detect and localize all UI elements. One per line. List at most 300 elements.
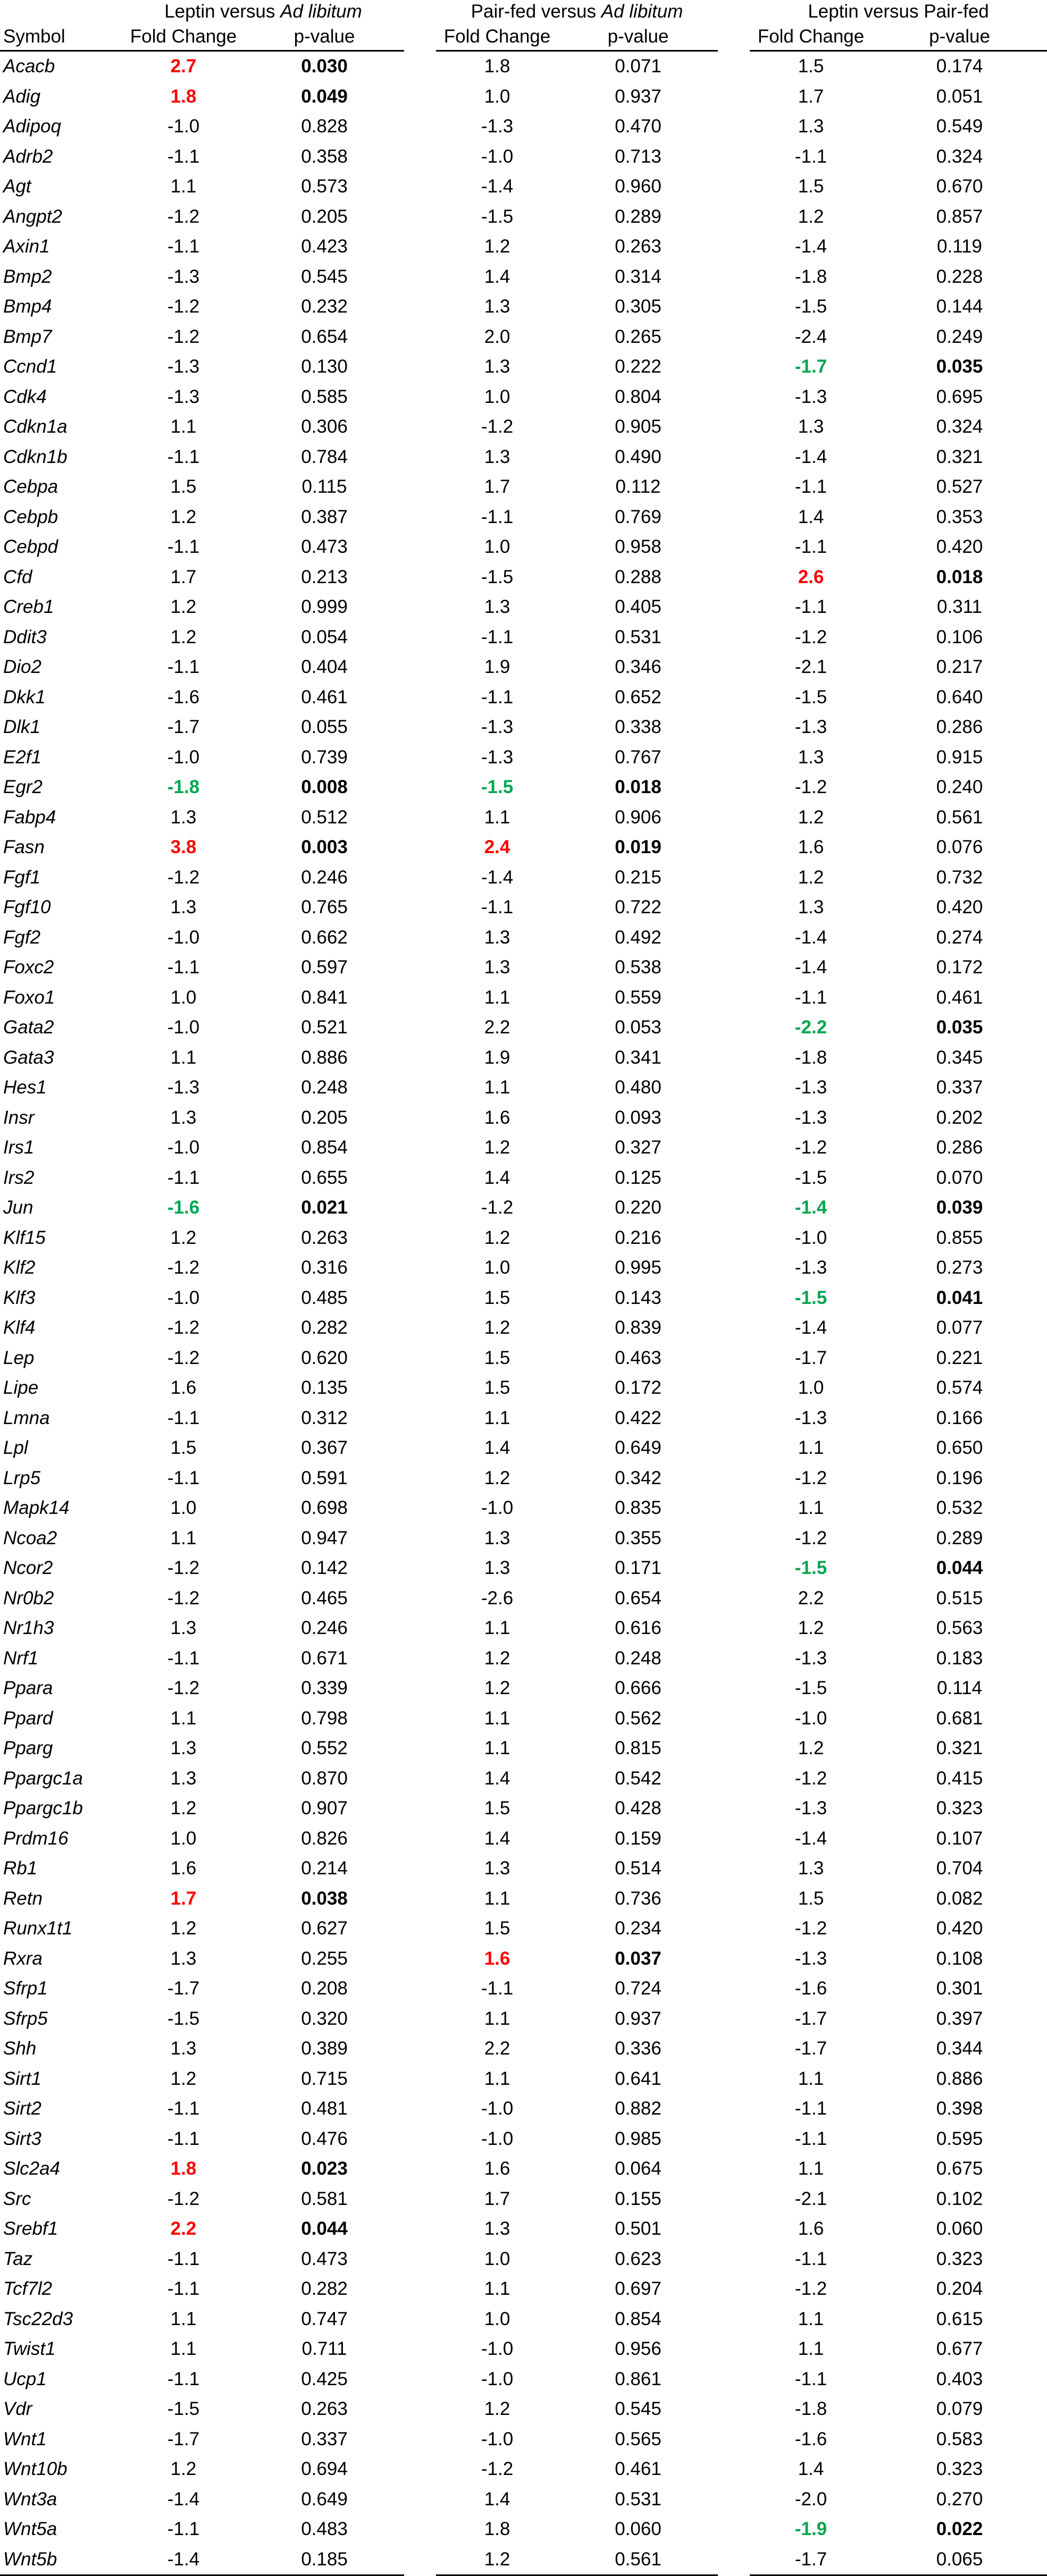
gene-symbol-cell: Bmp2 (3, 266, 52, 287)
p-value-cell: 0.353 (936, 506, 983, 527)
p-value-cell: 0.215 (615, 866, 661, 888)
fold-change-cell: -1.1 (794, 2368, 827, 2389)
gap (404, 1824, 436, 1854)
fold-change-cell: 1.4 (484, 1167, 510, 1188)
fold-change-cell: 1.0 (484, 2308, 510, 2329)
p-value-cell: 0.515 (936, 1587, 983, 1609)
gap (718, 2124, 750, 2154)
fold-change-cell: 1.2 (484, 1647, 510, 1669)
fold-change-cell: 1.3 (798, 746, 824, 768)
p-value-cell: 0.461 (936, 987, 983, 1008)
fold-change-cell: -1.1 (167, 957, 200, 978)
p-value-cell: 0.405 (615, 596, 661, 618)
fold-change-cell: 1.2 (484, 1317, 510, 1338)
p-value-cell: 0.288 (615, 566, 661, 587)
table-row (0, 2514, 1047, 2545)
table-row (0, 953, 1047, 983)
p-value-cell: 0.958 (615, 536, 661, 558)
fold-change-cell: -1.0 (481, 1497, 514, 1519)
p-value-cell: 0.324 (936, 416, 983, 437)
table-row (0, 1644, 1047, 1674)
fold-change-cell: -1.2 (794, 1767, 827, 1789)
table-row (0, 1493, 1047, 1523)
fold-change-cell: -1.7 (167, 1978, 200, 1999)
gene-symbol-cell: Cebpa (3, 476, 58, 498)
p-value-cell: 0.428 (615, 1798, 661, 1819)
fold-change-cell: 1.3 (170, 897, 197, 918)
p-value-cell: 0.037 (615, 1948, 661, 1969)
gap (404, 2334, 436, 2364)
fold-change-cell: 1.2 (484, 1678, 510, 1699)
gene-symbol-cell: Ncor2 (3, 1558, 53, 1579)
p-value-cell: 0.008 (301, 777, 348, 798)
gap (718, 2545, 750, 2575)
fold-change-cell: -1.1 (167, 1407, 200, 1428)
gap (718, 202, 750, 232)
p-value-cell: 0.736 (615, 1888, 661, 1909)
fold-change-cell: -1.2 (794, 1527, 827, 1548)
p-value-cell: 0.143 (615, 1287, 661, 1308)
gap (404, 1794, 436, 1824)
table-row (0, 51, 1047, 82)
p-value-cell: 0.841 (301, 987, 348, 1008)
p-value-cell: 0.616 (615, 1618, 661, 1639)
p-value-cell: 0.228 (936, 266, 983, 287)
gene-symbol-cell: Rb1 (3, 1858, 38, 1879)
p-value-cell: 0.282 (301, 1317, 348, 1338)
p-value-cell: 0.662 (301, 927, 348, 948)
gap (404, 142, 436, 172)
p-value-cell: 0.531 (615, 626, 661, 647)
fold-change-cell: 1.1 (484, 2278, 510, 2300)
fold-change-cell: 1.1 (170, 2338, 197, 2360)
gap (718, 2034, 750, 2064)
gap (404, 1283, 436, 1314)
gene-symbol-cell: Rxra (3, 1948, 43, 1969)
fold-change-cell: 1.0 (484, 1257, 510, 1278)
gap (404, 2124, 436, 2154)
gap (404, 172, 436, 202)
fold-change-cell: -1.3 (794, 717, 827, 738)
fold-change-cell: 1.2 (798, 1618, 824, 1639)
fold-change-cell: -1.5 (794, 686, 827, 708)
gene-symbol-cell: Retn (3, 1888, 43, 1909)
p-value-cell: 0.597 (301, 957, 348, 978)
fold-change-cell: 1.8 (484, 2519, 510, 2540)
p-value-cell: 0.323 (936, 2459, 983, 2480)
p-value-cell: 0.573 (301, 176, 348, 197)
gap (718, 893, 750, 923)
fold-change-cell: -1.2 (167, 1678, 200, 1699)
table-row (0, 142, 1047, 172)
gap (404, 1733, 436, 1764)
table-row (0, 1313, 1047, 1343)
p-value-cell: 0.064 (615, 2158, 661, 2179)
fold-change-cell: -1.1 (167, 236, 200, 257)
gene-symbol-cell: Insr (3, 1107, 35, 1128)
fold-change-cell: -1.1 (794, 2098, 827, 2119)
p-value-cell: 0.274 (936, 927, 983, 948)
table-row (0, 2214, 1047, 2244)
fold-change-cell: -1.5 (167, 2008, 200, 2029)
p-value-cell: 0.119 (937, 236, 983, 257)
gene-symbol-cell: Angpt2 (3, 206, 62, 227)
fold-change-cell: -1.8 (167, 777, 200, 798)
p-value-cell: 0.698 (301, 1497, 348, 1519)
gene-symbol-cell: Foxc2 (3, 957, 54, 978)
table-row (0, 1944, 1047, 1974)
p-value-cell: 0.234 (615, 1918, 661, 1939)
fold-change-cell: 1.3 (484, 296, 510, 317)
gap (404, 472, 436, 502)
gene-symbol-cell: Bmp7 (3, 326, 52, 347)
gene-symbol-cell: Axin1 (3, 236, 50, 257)
fold-change-cell: -1.1 (167, 2519, 200, 2540)
table-row (0, 82, 1047, 112)
fold-change-cell: 1.6 (798, 837, 824, 858)
p-value-cell: 0.512 (301, 806, 348, 828)
fold-change-cell: 1.5 (484, 1918, 510, 1939)
table-row (0, 1163, 1047, 1193)
p-value-cell: 0.249 (936, 326, 983, 347)
fold-change-cell: -1.1 (481, 626, 514, 647)
p-value-cell: 0.650 (936, 1437, 983, 1459)
p-value-cell: 0.389 (301, 2038, 348, 2059)
gap (404, 382, 436, 413)
gap (718, 172, 750, 202)
gap (404, 232, 436, 262)
p-value-cell: 0.839 (615, 1317, 661, 1338)
fold-change-cell: -1.3 (794, 1798, 827, 1819)
p-value-cell: 0.826 (301, 1828, 348, 1849)
gene-symbol-cell: Klf4 (3, 1317, 36, 1338)
gap (404, 2184, 436, 2215)
p-value-cell: 0.185 (245, 2545, 404, 2575)
fold-change-cell: 1.3 (170, 1767, 197, 1789)
fold-change-cell: -1.1 (167, 2128, 200, 2149)
fold-change-cell: 1.8 (484, 56, 510, 77)
gap (718, 1283, 750, 1314)
gene-symbol-cell: Shh (3, 2038, 37, 2059)
p-value-cell: 0.937 (615, 2008, 661, 2029)
group-header-italic: Ad libitum (280, 1, 362, 22)
p-value-cell: 0.286 (936, 717, 983, 738)
gene-symbol-cell: Ucp1 (3, 2368, 47, 2389)
table-row (0, 472, 1047, 502)
gap (404, 1584, 436, 1614)
gene-symbol-cell: Irs2 (3, 1167, 35, 1188)
fold-change-cell: 1.6 (170, 1858, 197, 1879)
fold-change-header: Fold Change (436, 23, 558, 51)
fold-change-cell: 1.3 (798, 897, 824, 918)
table-row (0, 1914, 1047, 1944)
fold-change-cell: -2.0 (794, 2488, 827, 2510)
p-value-cell: 0.213 (301, 566, 348, 587)
table-row (0, 772, 1047, 803)
fold-change-cell: -1.2 (167, 1558, 200, 1579)
gap (404, 2364, 436, 2395)
gap (718, 1463, 750, 1494)
p-value-cell: 0.403 (936, 2368, 983, 2389)
fold-change-cell: 1.3 (484, 957, 510, 978)
gene-symbol-cell: Adipoq (3, 116, 61, 137)
p-value-cell: 0.220 (615, 1197, 661, 1218)
fold-change-cell: -1.3 (167, 266, 200, 287)
fold-change-cell: -1.2 (481, 416, 514, 437)
p-value-cell: 0.114 (937, 1678, 983, 1699)
fold-change-cell: 1.1 (170, 1527, 197, 1548)
fold-change-cell: 1.0 (170, 1497, 197, 1519)
gene-symbol-cell: Dkk1 (3, 686, 46, 708)
p-value-cell: 0.985 (615, 2128, 661, 2149)
fold-change-cell: 1.1 (484, 987, 510, 1008)
p-value-cell: 0.338 (615, 717, 661, 738)
gap (404, 803, 436, 833)
p-value-cell: 0.947 (301, 1527, 348, 1548)
gene-symbol-cell: Sirt1 (3, 2068, 41, 2089)
p-value-cell: 0.054 (301, 626, 348, 647)
gene-symbol-cell: Cdkn1a (3, 416, 68, 437)
p-value-cell: 0.654 (301, 326, 348, 347)
p-value-cell: 0.060 (615, 2519, 661, 2540)
gap (718, 1644, 750, 1674)
fold-change-cell: 1.5 (484, 1377, 510, 1399)
fold-change-cell: 1.3 (798, 416, 824, 437)
gap (718, 1013, 750, 1043)
gap (718, 1944, 750, 1974)
gene-symbol-cell: Hes1 (3, 1077, 47, 1098)
gene-symbol-cell: Adig (3, 86, 41, 107)
p-value-cell: 0.214 (301, 1858, 348, 1879)
fold-change-cell: 1.2 (170, 2459, 197, 2480)
table-row (0, 1584, 1047, 1614)
p-value-cell: 0.492 (615, 927, 661, 948)
fold-change-cell: -1.2 (794, 626, 827, 647)
fold-change-cell: -2.2 (794, 1017, 827, 1038)
p-value-cell: 0.205 (301, 1107, 348, 1128)
gap (718, 232, 750, 262)
table-row (0, 562, 1047, 593)
gap (404, 2214, 436, 2244)
fold-change-header: Fold Change (122, 23, 245, 51)
gap (404, 532, 436, 562)
gap (404, 502, 436, 533)
fold-change-cell: -1.5 (794, 1678, 827, 1699)
p-value-cell: 0.886 (301, 1047, 348, 1068)
p-value-cell: 0.339 (301, 1678, 348, 1699)
p-value-cell: 0.480 (615, 1077, 661, 1098)
p-value-cell: 0.641 (615, 2068, 661, 2089)
group-header-prefix: Pair-fed versus (471, 1, 601, 22)
p-value-cell: 0.323 (936, 1798, 983, 1819)
gap (718, 1974, 750, 2004)
gap (404, 1704, 436, 1734)
gap (718, 743, 750, 773)
table-row (0, 2364, 1047, 2395)
fold-change-cell: 2.2 (484, 2038, 510, 2059)
table-row (0, 863, 1047, 893)
fold-change-cell: -1.1 (167, 446, 200, 467)
fold-change-cell: 1.0 (484, 386, 510, 407)
gap (404, 2545, 436, 2575)
gap (404, 1854, 436, 1884)
fold-change-cell: -1.1 (167, 2098, 200, 2119)
gap (718, 2364, 750, 2395)
gene-symbol-cell: Wnt10b (3, 2459, 68, 2480)
fold-change-cell: -1.5 (481, 206, 514, 227)
fold-change-cell: -1.2 (167, 2188, 200, 2209)
p-value-cell: 0.937 (615, 86, 661, 107)
table-row (0, 1013, 1047, 1043)
gap (718, 2154, 750, 2184)
p-value-cell: 0.481 (301, 2098, 348, 2119)
p-value-cell: 0.420 (936, 897, 983, 918)
fold-change-cell: -1.8 (794, 2398, 827, 2420)
fold-change-cell: 1.2 (170, 506, 197, 527)
p-value-cell: 0.306 (301, 416, 348, 437)
p-value-cell: 0.461 (301, 686, 348, 708)
gene-symbol-cell: Tsc22d3 (3, 2308, 73, 2329)
gap (718, 2454, 750, 2485)
gap (718, 1373, 750, 1403)
table-row (0, 1824, 1047, 1854)
fold-change-cell: 1.6 (170, 1377, 197, 1399)
p-value-cell: 0.337 (936, 1077, 983, 1098)
fold-change-cell: -1.0 (481, 2098, 514, 2119)
p-value-cell: 0.854 (615, 2308, 661, 2329)
fold-change-cell: -1.2 (167, 296, 200, 317)
gene-symbol-cell: Ddit3 (3, 626, 47, 647)
fold-change-cell: -1.2 (794, 2278, 827, 2300)
p-value-cell: 0.018 (615, 777, 661, 798)
gap (404, 2064, 436, 2094)
fold-change-cell: 1.3 (484, 596, 510, 618)
p-value-cell: 0.565 (615, 2428, 661, 2449)
p-value-cell: 0.289 (615, 206, 661, 227)
p-value-cell: 0.640 (936, 686, 983, 708)
fold-change-cell: 1.1 (484, 1738, 510, 1759)
fold-change-cell: 1.7 (484, 2188, 510, 2209)
table-row (0, 1103, 1047, 1133)
p-value-cell: 0.344 (936, 2038, 983, 2059)
fold-change-cell: 1.6 (484, 1948, 510, 1969)
table-row (0, 832, 1047, 863)
p-value-cell: 0.905 (615, 416, 661, 437)
p-value-cell: 0.649 (301, 2488, 348, 2510)
gene-symbol-cell: Fabp4 (3, 806, 56, 828)
p-value-cell: 0.196 (936, 1467, 983, 1488)
gap (718, 2304, 750, 2335)
p-value-cell: 0.301 (936, 1978, 983, 1999)
p-value-cell: 0.798 (301, 1707, 348, 1729)
table-row (0, 2394, 1047, 2425)
p-value-cell: 0.422 (615, 1407, 661, 1428)
p-value-cell: 0.675 (936, 2158, 983, 2179)
fold-change-cell: 1.1 (798, 2308, 824, 2329)
p-value-cell: 0.854 (301, 1137, 348, 1158)
p-value-cell: 0.538 (615, 957, 661, 978)
fold-change-cell: 1.2 (484, 1137, 510, 1158)
fold-change-cell: -1.4 (481, 866, 514, 888)
gap (718, 382, 750, 413)
table-row (0, 1704, 1047, 1734)
gap (404, 1764, 436, 1794)
p-value-cell: 0.681 (936, 1707, 983, 1729)
fold-change-cell: -1.0 (481, 2338, 514, 2360)
fold-change-cell: 2.6 (798, 566, 824, 587)
fold-change-cell: -1.2 (481, 2459, 514, 2480)
p-value-cell: 0.079 (936, 2398, 983, 2420)
fold-change-cell: -1.1 (167, 146, 200, 167)
fold-change-cell: -1.1 (167, 1467, 200, 1488)
gap (718, 472, 750, 502)
table-row (0, 2124, 1047, 2154)
gap (404, 832, 436, 863)
gene-symbol-cell: Vdr (3, 2398, 32, 2420)
gap (718, 652, 750, 683)
gene-symbol-cell: Irs1 (3, 1137, 35, 1158)
p-value-cell: 0.501 (615, 2218, 661, 2240)
gap (404, 953, 436, 983)
fold-change-cell: 1.1 (484, 2008, 510, 2029)
p-value-cell: 0.882 (615, 2098, 661, 2119)
fold-change-cell: 1.1 (798, 2338, 824, 2360)
gene-symbol-cell: Cdk4 (3, 386, 47, 407)
gap (718, 1313, 750, 1343)
gap (718, 2334, 750, 2364)
gene-symbol-cell: Wnt5b (0, 2545, 122, 2575)
gap (718, 2514, 750, 2545)
fold-change-cell: -1.0 (481, 146, 514, 167)
gap (718, 262, 750, 292)
gene-symbol-cell: Slc2a4 (3, 2158, 61, 2179)
gene-symbol-cell: Cebpd (3, 536, 58, 558)
p-value-cell: 0.055 (301, 717, 348, 738)
p-value-cell: 0.767 (615, 746, 661, 768)
gene-symbol-cell: Cebpb (3, 506, 58, 527)
gap (718, 1553, 750, 1584)
p-value-cell: 0.108 (936, 1948, 983, 1969)
table-row (0, 2094, 1047, 2124)
gene-symbol-cell: Ppargc1b (3, 1798, 83, 1819)
table-row (0, 502, 1047, 533)
fold-change-cell: 1.1 (798, 2068, 824, 2089)
fold-change-cell: 1.2 (170, 596, 197, 618)
fold-change-cell: -1.0 (794, 1707, 827, 1729)
p-value-cell: 0.102 (936, 2188, 983, 2209)
table-row (0, 262, 1047, 292)
p-value-cell: 0.804 (615, 386, 661, 407)
p-value-cell: 0.960 (615, 176, 661, 197)
p-value-cell: 0.044 (936, 1558, 983, 1579)
p-value-cell: 0.019 (615, 837, 661, 858)
gap (718, 1493, 750, 1523)
gene-symbol-cell: Bmp4 (3, 296, 52, 317)
p-value-cell: 0.248 (615, 1647, 661, 1669)
gap (404, 1193, 436, 1223)
p-value-cell: 0.784 (301, 446, 348, 467)
gap (718, 1223, 750, 1253)
fold-change-cell: 1.6 (484, 1107, 510, 1128)
table-row (0, 1733, 1047, 1764)
p-value-header: p-value (245, 23, 404, 51)
p-value-cell: 0.595 (936, 2128, 983, 2149)
fold-change-cell: -1.7 (167, 2428, 200, 2449)
p-value-cell: 0.677 (936, 2338, 983, 2360)
p-value-cell: 0.039 (936, 1197, 983, 1218)
p-value-cell: 0.713 (615, 146, 661, 167)
p-value-cell: 0.715 (301, 2068, 348, 2089)
